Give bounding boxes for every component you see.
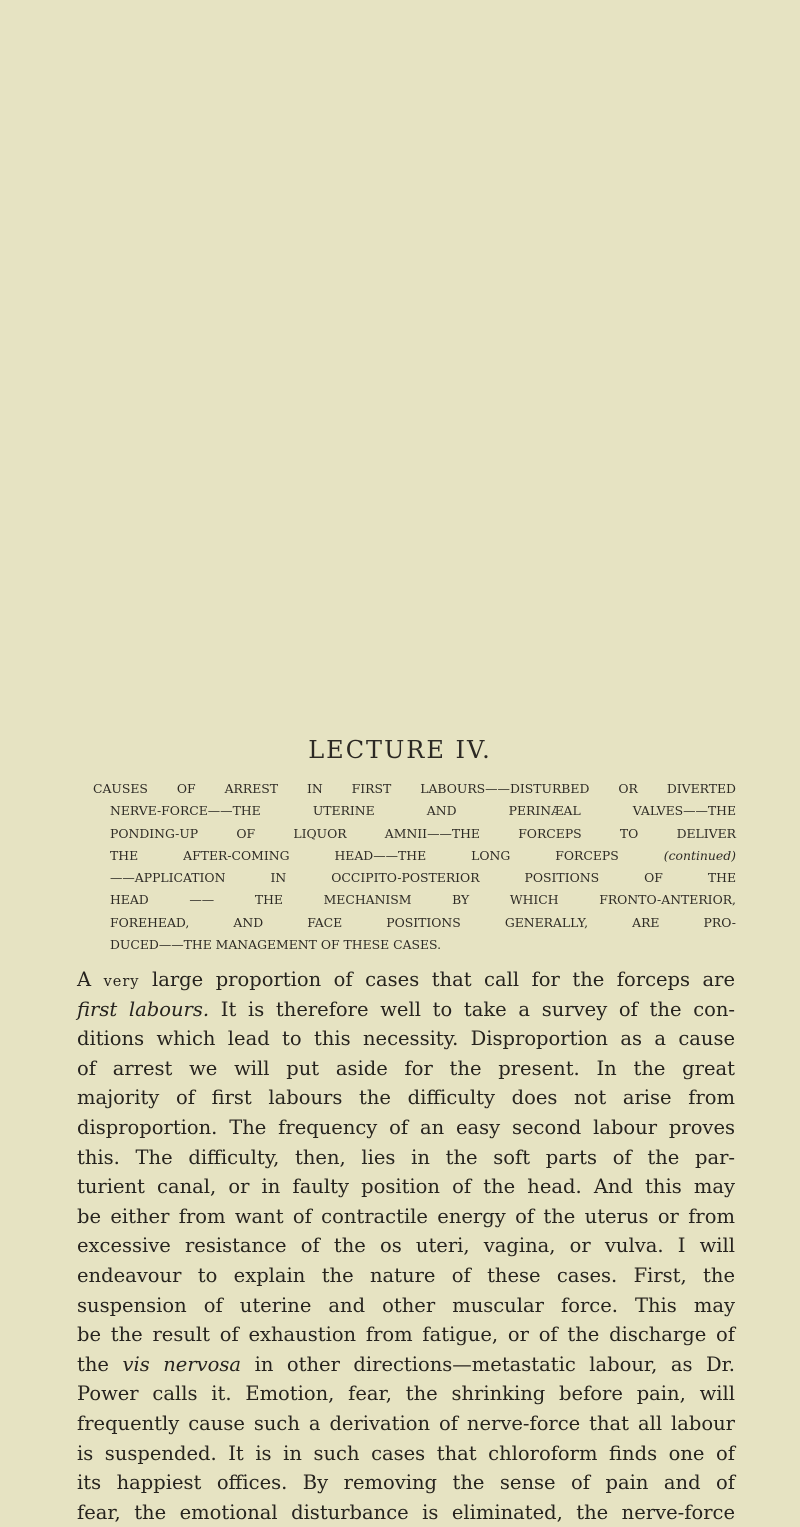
chapter-summary xyxy=(93,778,736,956)
body-line: ditions which lead to this necessity. Disproportion as a cause xyxy=(77,1027,735,1051)
body-line: this. The difficulty, then, lies in the soft parts of the par- xyxy=(77,1145,735,1169)
body-line: turient canal, or in faulty position of the head. And this may xyxy=(77,1175,735,1199)
body-text-run: large proportion of cases that call for the forceps are xyxy=(139,968,736,991)
summary-line: NERVE-FORCE——THE UTERINE AND PERINÆAL VALVES——THE xyxy=(110,803,736,819)
italic-phrase: vis nervosa xyxy=(122,1352,242,1376)
body-text-run: the xyxy=(77,1352,123,1376)
summary-line: CAUSES OF ARREST IN FIRST LABOURS——DISTURBED OR DIVERTED xyxy=(93,781,736,796)
body-line: disproportion. The frequency of an easy second labour proves xyxy=(77,1115,735,1139)
body-line xyxy=(77,965,735,995)
body-line: its happiest offices. By removing the sense of pain and of xyxy=(77,1471,735,1495)
body-line xyxy=(77,995,735,1025)
body-line: of arrest we will put aside for the present. In the great xyxy=(77,1056,735,1080)
summary-line: PONDING-UP OF LIQUOR AMNII——THE FORCEPS TO DELIVER xyxy=(110,825,736,841)
body-text-run: in other directions—metastatic labour, as Dr. xyxy=(241,1352,735,1376)
body-text-run: A xyxy=(77,968,104,991)
summary-italic-continued: (continued) xyxy=(663,847,736,863)
body-line: is suspended. It is in such cases that chloroform finds one of xyxy=(77,1441,735,1465)
summary-line: ——APPLICATION IN OCCIPITO-POSTERIOR POSITIONS OF THE xyxy=(110,870,736,886)
body-line: majority of first labours the difficulty does not arise from xyxy=(77,1086,735,1110)
body-line: Power calls it. Emotion, fear, the shrinking before pain, will xyxy=(77,1382,735,1406)
summary-line: DUCED——THE MANAGEMENT OF THESE CASES. xyxy=(110,937,442,953)
body-text-run: It is therefore well to take a survey of the con- xyxy=(209,997,735,1021)
summary-line-text: THE AFTER-COMING HEAD——THE LONG FORCEPS xyxy=(110,847,664,863)
small-caps-word: very xyxy=(103,974,140,990)
body-line: frequently cause such a derivation of nerve-force that all labour xyxy=(77,1411,735,1435)
body-line: suspension of uterine and other muscular force. This may xyxy=(77,1293,735,1317)
lecture-title: LECTURE IV. xyxy=(308,736,492,764)
body-line: be either from want of contractile energy of the uterus or from xyxy=(77,1204,735,1228)
body-line xyxy=(77,1350,735,1380)
body-line: fear, the emotional disturbance is eliminated, the nerve-force xyxy=(77,1500,735,1524)
body-line: be the result of exhaustion from fatigue, or of the discharge of xyxy=(77,1323,735,1347)
summary-line: FOREHEAD, AND FACE POSITIONS GENERALLY, ARE PRO- xyxy=(110,914,736,930)
body-line: endeavour to explain the nature of these cases. First, the xyxy=(77,1263,735,1287)
italic-phrase: first labours. xyxy=(77,997,210,1021)
summary-line: HEAD —— THE MECHANISM BY WHICH FRONTO-ANTERIOR, xyxy=(110,892,736,908)
body-line: excessive resistance of the os uteri, vagina, or vulva. I will xyxy=(77,1234,735,1258)
summary-line xyxy=(93,845,736,867)
body-paragraph xyxy=(77,965,735,1527)
